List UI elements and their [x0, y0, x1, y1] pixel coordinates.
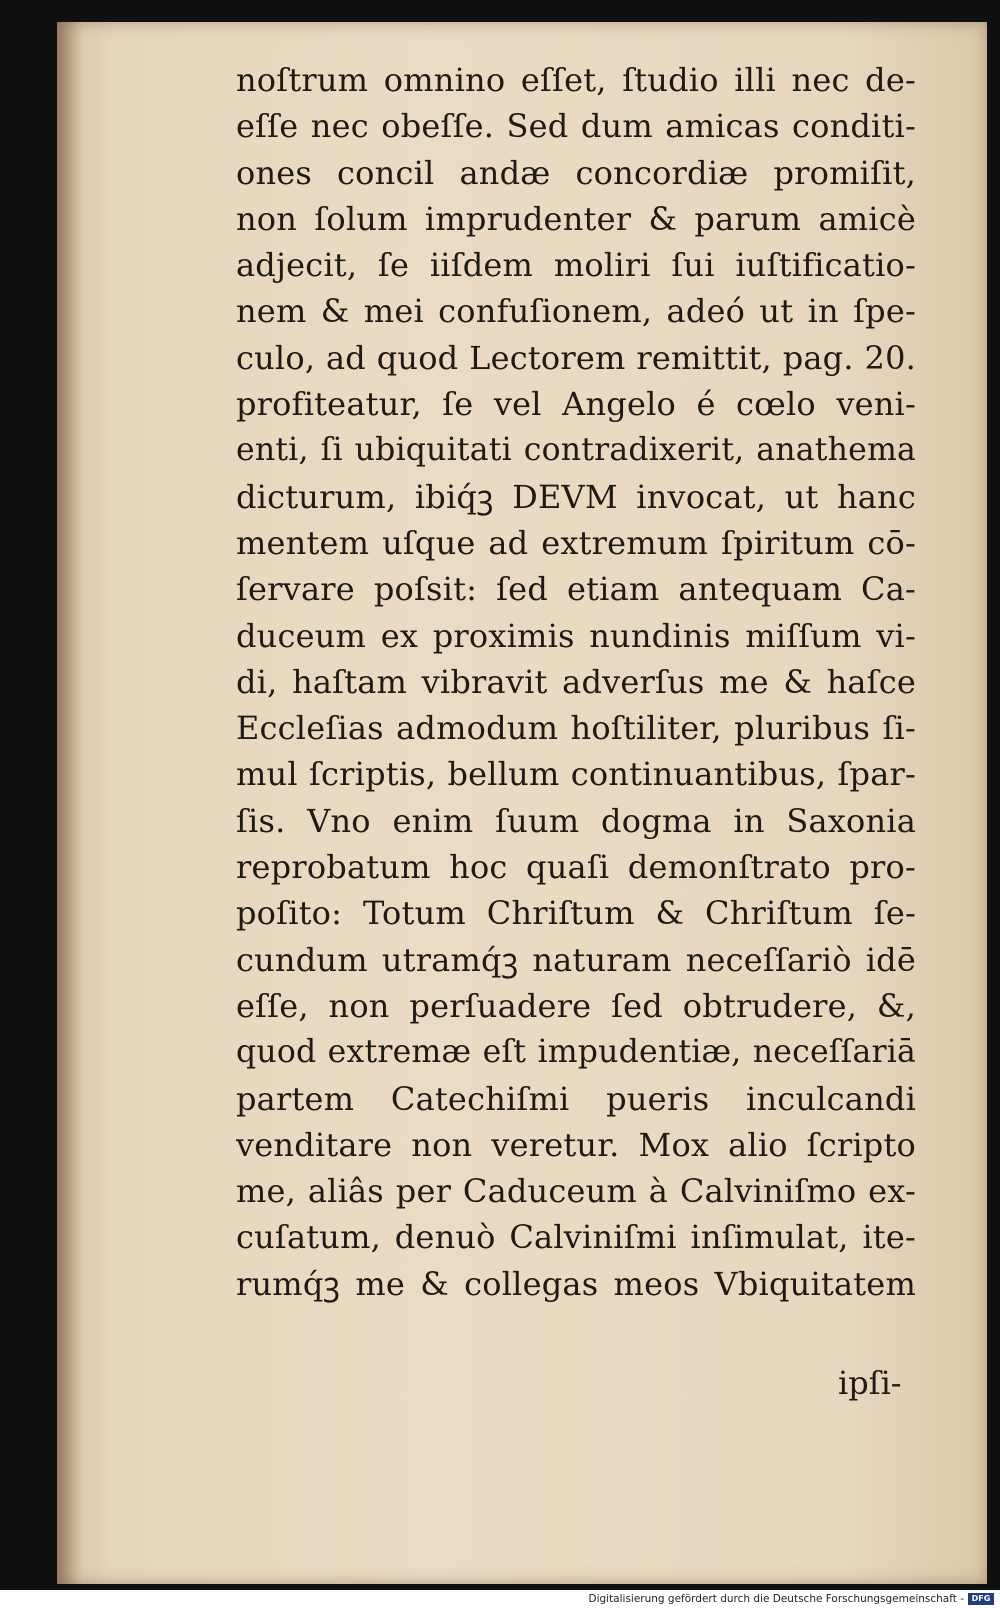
text-line-6: nem & mei confuſionem, adeó ut in ſpe-: [236, 292, 916, 331]
page-text: [236, 57, 916, 1307]
text-line-13: duceum ex proximis nundinis miſſum vi-: [236, 616, 916, 655]
catchword: ipſi-: [838, 1364, 902, 1402]
digitization-credit: Digitalisierung gefördert durch die Deutsche Forschungsgemeinschaft -: [588, 1593, 964, 1605]
text-line-11: mentem uſque ad extremum ſpiritum cō-: [236, 523, 916, 562]
text-line-2: eſſe nec obeſſe. Sed dum amicas conditi-: [236, 107, 916, 146]
text-line-20: cundum utramq́ꝫ naturam neceſſariò idē: [236, 940, 916, 979]
text-line-16: mul ſcriptis, bellum continuantibus, ſpar-: [236, 755, 916, 794]
text-line-15: Eccleſias admodum hoſtiliter, pluribus ſi-: [236, 709, 916, 748]
text-line-17: ſis. Vno enim ſuum dogma in Saxonia: [236, 801, 916, 840]
text-line-22: quod extremæ eſt impudentiæ, neceſſariā: [236, 1034, 916, 1071]
text-line-4: non ſolum imprudenter & parum amicè: [236, 199, 916, 238]
text-line-10: dicturum, ibiq́ꝫ DEVM invocat, ut hanc: [236, 477, 916, 516]
text-line-18: reprobatum hoc quaſi demonſtrato pro-: [236, 848, 916, 887]
text-line-21: eſſe, non perſuadere ſed obtrudere, &,: [236, 986, 916, 1025]
text-line-23: partem Catechiſmi pueris inculcandi: [236, 1079, 916, 1118]
text-line-19: poſito: Totum Chriſtum & Chriſtum ſe-: [236, 894, 916, 933]
text-line-14: di, haſtam vibravit adverſus me & haſce: [236, 662, 916, 701]
text-line-3: ones concil andæ concordiæ promiſit,: [236, 153, 916, 192]
text-line-7: culo, ad quod Lectorem remittit, pag. 20.: [236, 338, 916, 377]
dfg-logo: DFG: [968, 1593, 994, 1605]
text-line-9: enti, ſi ubiquitati contradixerit, anathema: [236, 432, 916, 469]
text-line-1: noſtrum omnino eſſet, ſtudio illi nec de-: [236, 61, 916, 99]
text-line-25: me, aliâs per Caduceum à Calviniſmo ex-: [236, 1172, 916, 1211]
spine-shadow: [57, 22, 83, 1584]
text-line-12: ſervare poſsit: ſed etiam antequam Ca-: [236, 570, 916, 609]
text-line-26: cuſatum, denuò Calviniſmi inſimulat, ite-: [236, 1218, 916, 1257]
text-line-27: rumq́ꝫ me & collegas meos Vbiquitatem: [236, 1264, 916, 1303]
text-line-24: venditare non veretur. Mox alio ſcripto: [236, 1125, 916, 1164]
text-line-5: adjecit, ſe iiſdem moliri ſui iuſtificatio-: [236, 246, 916, 285]
text-line-8: profiteatur, ſe vel Angelo é cœlo veni-: [236, 385, 916, 424]
